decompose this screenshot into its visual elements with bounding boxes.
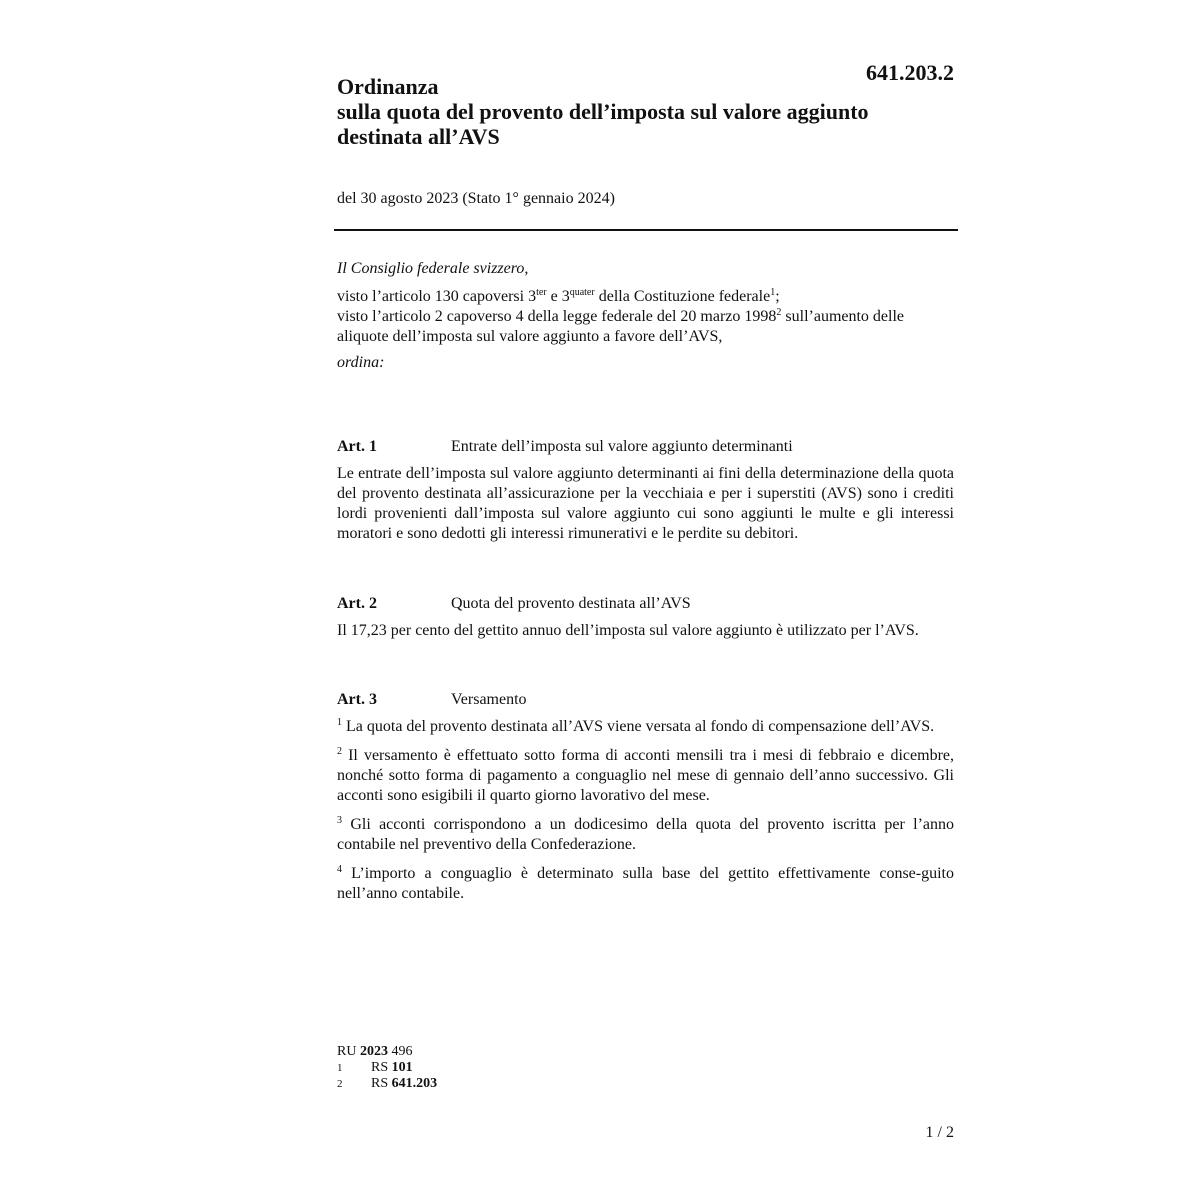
ru-reference: RU 2023 496 — [337, 1044, 413, 1059]
footnote-text: RS 641.203 — [371, 1076, 438, 1091]
title-line: sulla quota del provento dell’imposta sul valore aggiunto — [337, 99, 869, 124]
preamble-line-1: visto l’articolo 130 capoversi $3^{ter}$ e $3^{quater}$ della Costituzione federale$^1$; — [337, 287, 780, 305]
page-number: 1 / 2 — [925, 1124, 954, 1141]
footnote-text: RS 101 — [371, 1060, 413, 1075]
article-heading — [337, 437, 954, 457]
preamble-line-2: visto l’articolo 2 capoverso 4 della legge federale del 20 marzo 1998$^2$ sull’aumento delle aliquote dell’imposta sul valore aggiunto a favore dell’AVS, — [337, 307, 905, 345]
sr-number: 641.203.2 — [866, 60, 954, 85]
footnote-number: 1 — [337, 1062, 343, 1074]
article-title: Quota del provento destinata all’AVS — [451, 595, 691, 612]
footnote-number: 2 — [337, 1078, 343, 1090]
article-1 — [337, 437, 954, 544]
footnote-ref[interactable]: 1 — [770, 287, 776, 298]
preamble-authority: Il Consiglio federale svizzero, — [337, 260, 529, 277]
article-number: Art. 1 — [337, 438, 377, 455]
article-paragraph: $^3$ Gli acconti corrispondono a un dodicesimo della quota del provento iscritta per l’anno contabile nel preventivo della Confederazione. — [337, 815, 954, 853]
footnote-ref[interactable]: 2 — [776, 307, 782, 318]
article-paragraph: Il 17,23 per cento del gettito annuo dell’imposta sul valore aggiunto è utilizzato per l’AVS. — [337, 622, 919, 639]
preamble-ordina: ordina: — [337, 354, 385, 371]
footnote-1 — [337, 1060, 437, 1076]
date-line: del 30 agosto 2023 (Stato 1° gennaio 2024) — [337, 190, 615, 207]
article-heading — [337, 594, 954, 614]
article-paragraph: $^1$ La quota del provento destinata all’AVS viene versata al fondo di compensazione dell’AVS. — [337, 717, 935, 735]
preamble — [337, 259, 954, 373]
title-line: Ordinanza — [337, 74, 439, 99]
footnote-2 — [337, 1076, 437, 1092]
document-title — [337, 74, 947, 149]
article-paragraph: $^4$ L’importo a conguaglio è determinato sulla base del gettito effettivamente conse-guito nell’anno contabile. — [337, 864, 954, 902]
article-title: Versamento — [451, 691, 527, 708]
article-paragraph: $^2$ Il versamento è effettuato sotto forma di acconti mensili tra i mesi di febbraio e dicembre, nonché sotto forma di pagamento a conguaglio nel mese di gennaio dell’anno successivo. Gli acconti sono esigibili il quarto giorno lavorativo del mese. — [337, 746, 954, 804]
article-number: Art. 3 — [337, 691, 377, 708]
title-line: destinata all’AVS — [337, 124, 500, 149]
article-heading — [337, 690, 954, 710]
article-title: Entrate dell’imposta sul valore aggiunto determinanti — [451, 438, 793, 455]
article-2 — [337, 594, 954, 641]
footer-references — [337, 1043, 437, 1092]
article-number: Art. 2 — [337, 595, 377, 612]
article-3 — [337, 690, 954, 904]
article-paragraph: Le entrate dell’imposta sul valore aggiunto determinanti ai fini della determinazione della quota del provento destinata all’assicurazione per la vecchiaia e per i superstiti (AVS) sono i crediti lordi provenienti dall’imposta sul valore aggiunto cui sono aggiunti le multe e gli interessi moratori e sono dedotti gli interessi rimunerativi e le perdite su debitori. — [337, 465, 954, 542]
header-divider — [334, 229, 958, 231]
